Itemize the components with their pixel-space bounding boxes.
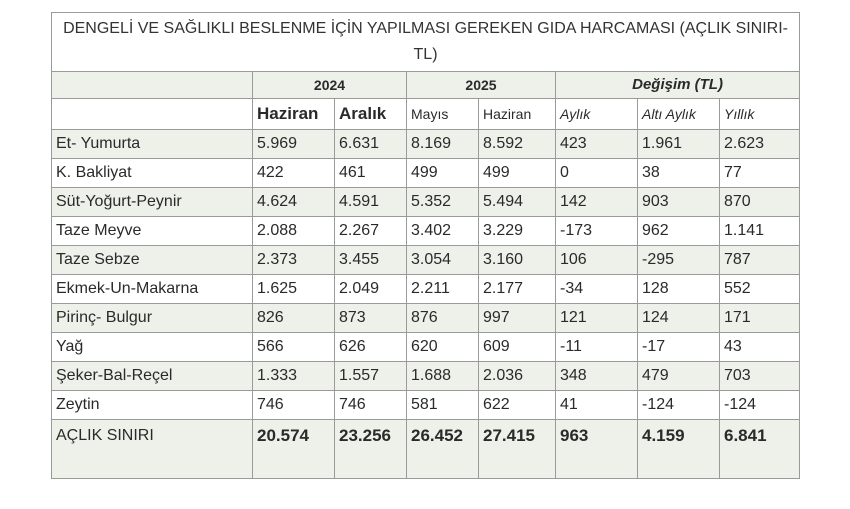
value-cell: 746 <box>335 391 407 420</box>
value-cell: -124 <box>720 391 800 420</box>
value-cell: 499 <box>479 159 556 188</box>
value-cell: -295 <box>638 246 720 275</box>
value-cell: 423 <box>556 130 638 159</box>
value-cell: 2.211 <box>407 275 479 304</box>
value-cell: 787 <box>720 246 800 275</box>
value-cell: 6.631 <box>335 130 407 159</box>
value-cell: 142 <box>556 188 638 217</box>
value-cell: 38 <box>638 159 720 188</box>
value-cell: 3.229 <box>479 217 556 246</box>
row-label: Pirinç- Bulgur <box>52 304 253 333</box>
value-cell: 2.088 <box>253 217 335 246</box>
change-col-header: Yıllık <box>720 99 800 130</box>
value-cell: 461 <box>335 159 407 188</box>
value-cell: 963 <box>556 420 638 479</box>
value-cell: 873 <box>335 304 407 333</box>
value-cell: 622 <box>479 391 556 420</box>
table-row <box>52 159 800 188</box>
table-row <box>52 275 800 304</box>
change-header: Değişim (TL) <box>556 72 800 99</box>
value-cell: 2.267 <box>335 217 407 246</box>
table-row <box>52 130 800 159</box>
value-cell: 4.159 <box>638 420 720 479</box>
value-cell: 348 <box>556 362 638 391</box>
value-cell: 3.455 <box>335 246 407 275</box>
value-cell: 4.591 <box>335 188 407 217</box>
row-label: Şeker-Bal-Reçel <box>52 362 253 391</box>
year-2024-header: 2024 <box>253 72 407 99</box>
value-cell: 171 <box>720 304 800 333</box>
value-cell: 128 <box>638 275 720 304</box>
value-cell: 6.841 <box>720 420 800 479</box>
value-cell: 620 <box>407 333 479 362</box>
value-cell: 3.402 <box>407 217 479 246</box>
row-label: K. Bakliyat <box>52 159 253 188</box>
value-cell: 124 <box>638 304 720 333</box>
value-cell: -11 <box>556 333 638 362</box>
table-row <box>52 217 800 246</box>
food-expenditure-table <box>51 12 800 479</box>
value-cell: 4.624 <box>253 188 335 217</box>
table-title: DENGELİ VE SAĞLIKLI BESLENME İÇİN YAPILMASI GEREKEN GIDA HARCAMASI (AÇLIK SINIRI-TL) <box>52 13 800 72</box>
change-col-header: Altı Aylık <box>638 99 720 130</box>
value-cell: 2.177 <box>479 275 556 304</box>
value-cell: 8.169 <box>407 130 479 159</box>
table-row <box>52 362 800 391</box>
table-row <box>52 391 800 420</box>
value-cell: 499 <box>407 159 479 188</box>
value-cell: 23.256 <box>335 420 407 479</box>
value-cell: 1.333 <box>253 362 335 391</box>
value-cell: 41 <box>556 391 638 420</box>
table-row <box>52 246 800 275</box>
value-cell: 5.494 <box>479 188 556 217</box>
value-cell: 552 <box>720 275 800 304</box>
table-row <box>52 188 800 217</box>
value-cell: 2.036 <box>479 362 556 391</box>
value-cell: -124 <box>638 391 720 420</box>
header-empty-cell <box>52 72 253 99</box>
value-cell: 997 <box>479 304 556 333</box>
month-header: Haziran <box>253 99 335 130</box>
row-label: Taze Meyve <box>52 217 253 246</box>
value-cell: 1.141 <box>720 217 800 246</box>
value-cell: 77 <box>720 159 800 188</box>
value-cell: 876 <box>407 304 479 333</box>
value-cell: 903 <box>638 188 720 217</box>
value-cell: 2.623 <box>720 130 800 159</box>
row-label: Ekmek-Un-Makarna <box>52 275 253 304</box>
month-header: Aralık <box>335 99 407 130</box>
value-cell: 962 <box>638 217 720 246</box>
value-cell: 703 <box>720 362 800 391</box>
value-cell: 5.352 <box>407 188 479 217</box>
value-cell: 422 <box>253 159 335 188</box>
value-cell: 2.373 <box>253 246 335 275</box>
value-cell: 5.969 <box>253 130 335 159</box>
value-cell: 626 <box>335 333 407 362</box>
value-cell: 0 <box>556 159 638 188</box>
table-row <box>52 333 800 362</box>
value-cell: 3.054 <box>407 246 479 275</box>
value-cell: 3.160 <box>479 246 556 275</box>
value-cell: 479 <box>638 362 720 391</box>
value-cell: 26.452 <box>407 420 479 479</box>
value-cell: 870 <box>720 188 800 217</box>
value-cell: 581 <box>407 391 479 420</box>
year-2025-header: 2025 <box>407 72 556 99</box>
value-cell: 27.415 <box>479 420 556 479</box>
row-label: Taze Sebze <box>52 246 253 275</box>
value-cell: 826 <box>253 304 335 333</box>
value-cell: 43 <box>720 333 800 362</box>
value-cell: 1.625 <box>253 275 335 304</box>
change-col-header: Aylık <box>556 99 638 130</box>
value-cell: 1.961 <box>638 130 720 159</box>
row-label: Süt-Yoğurt-Peynir <box>52 188 253 217</box>
month-header: Haziran <box>479 99 556 130</box>
row-label: Yağ <box>52 333 253 362</box>
table-row <box>52 304 800 333</box>
value-cell: -17 <box>638 333 720 362</box>
month-header: Mayıs <box>407 99 479 130</box>
value-cell: -173 <box>556 217 638 246</box>
value-cell: 746 <box>253 391 335 420</box>
value-cell: 121 <box>556 304 638 333</box>
value-cell: 106 <box>556 246 638 275</box>
table-row <box>52 420 800 479</box>
value-cell: 2.049 <box>335 275 407 304</box>
value-cell: 566 <box>253 333 335 362</box>
value-cell: 1.688 <box>407 362 479 391</box>
value-cell: 8.592 <box>479 130 556 159</box>
value-cell: 1.557 <box>335 362 407 391</box>
subheader-empty-cell <box>52 99 253 130</box>
value-cell: -34 <box>556 275 638 304</box>
row-label: Zeytin <box>52 391 253 420</box>
value-cell: 609 <box>479 333 556 362</box>
row-label: AÇLIK SINIRI <box>52 420 253 479</box>
value-cell: 20.574 <box>253 420 335 479</box>
row-label: Et- Yumurta <box>52 130 253 159</box>
